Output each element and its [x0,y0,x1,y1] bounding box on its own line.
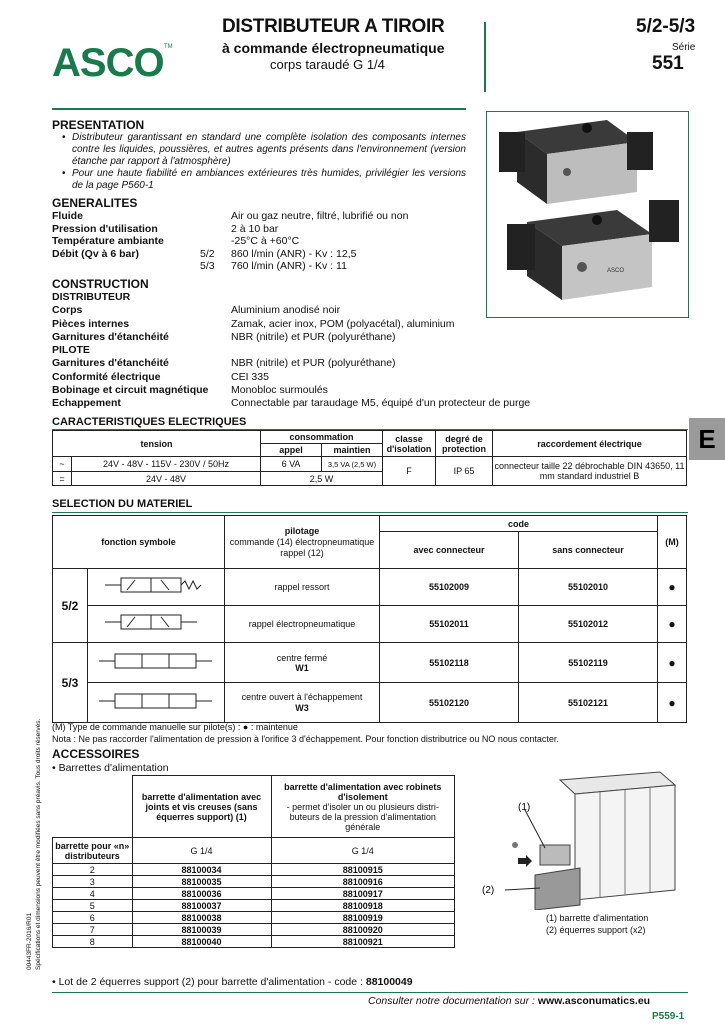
acc-h-row: barrette pour «n» distributeurs [53,838,133,864]
selection-rule [52,512,688,513]
construction-title: CONSTRUCTION [52,277,149,291]
h-code: code [380,516,658,532]
code-sans: 55102010 [519,569,658,606]
logo-text: ASCO [52,41,164,82]
appel-ac: 6 VA [261,457,322,472]
page-title: DISTRIBUTEUR A TIROIR [222,16,445,37]
h-conso: consommation [261,431,383,444]
h-avec: avec connecteur [380,532,519,569]
h-classe: classe d'isolation [383,431,436,457]
valve-code: 5/2-5/3 [636,16,696,37]
electrical-table [52,430,687,486]
m-dot: ● [658,683,687,723]
accessories-sub: • Barrettes d'alimentation [52,762,169,774]
accessories-table: barrette d'alimentation avec joints et vis creuses (sans équerres support) (1) barrette d'alimentation avec robinets d'isolement - permet d'isoler un ou plusieurs distri- buteurs de la pression d'alimentation générale barrette pour «n» distributeurs G 1/4 G 1/4 2 88100034 88100915 3 88100035 88100916 4 88100036 88100917 5 88100037 88100918 6 88100038 88100919 7 88100039 88100920 8 88100040 88100921 [52,775,455,948]
section-tab[interactable]: E [689,418,725,460]
group-53: 5/3 [53,643,88,723]
code-avec: 55102011 [380,606,519,643]
symbol-52-ressort [88,569,225,606]
code-avec: 55102120 [380,683,519,723]
h-maintien: maintien [322,444,383,457]
callout-1: (1) [518,802,531,813]
cons-row: Corps Aluminium anodisé noir [52,304,341,317]
product-photo [486,111,689,318]
asco-logo [52,40,174,82]
gen-row: Débit (Qv à 6 bar) 5/2 860 l/min (ANR) - Kv : 12,5 [52,247,357,260]
acc-corner [53,776,133,838]
footer-rule [52,992,688,993]
gen-row: 5/3 760 l/min (ANR) - Kv : 11 [200,260,347,272]
page-number: P559-1 [652,1011,685,1022]
electrical-title: CARACTERISTIQUES ELECTRIQUES [52,416,247,428]
racc-value: connecteur taille 22 débrochable DIN 43650, 11 mm standard industriel B [493,457,687,486]
construction-list [52,291,552,411]
page-subtitle2: corps taraudé G 1/4 [270,57,385,72]
symbol-53-ouvert [88,683,225,723]
symbol-52-electro [88,606,225,643]
classe-value: F [383,457,436,486]
footer-url[interactable]: www.asconumatics.eu [537,995,651,1007]
gen-row: Température ambiante -25°C à +60°C [52,235,300,247]
side-disclaimer: Spécifications et dimensions peuvent être modifiées sans préavis. Tous droits réservés. [35,718,42,970]
callout-2: (2) [482,885,495,896]
cons-row: Echappement Connectable par taraudage M5, équipé d'un protecteur de purge [52,397,531,410]
serie-number: 551 [652,53,684,74]
cons-row: Garnitures d'étanchéité NBR (nitrile) et PUR (polyuréthane) [52,330,396,343]
valve-symbol-icon [91,607,221,639]
group-52: 5/2 [53,569,88,643]
header-rule [52,108,466,110]
acc-h2: barrette d'alimentation avec robinets d'isolement - permet d'isoler un ou plusieurs distri- buteurs de la pression d'alimentation générale [271,776,455,838]
cons-row: Garnitures d'étanchéité NBR (nitrile) et PUR (polyuréthane) [52,357,396,370]
manifold-drawing [480,770,680,910]
cons-row: Bobinage et circuit magnétique Monobloc surmoulés [52,384,328,397]
code-sans: 55102121 [519,683,658,723]
pilot-52-2: rappel électropneumatique [225,606,380,643]
gen-row: Fluide Air ou gaz neutre, filtré, lubrifié ou non [52,210,409,222]
cons-row: DISTRIBUTEUR [52,291,131,303]
serie-label: Série [672,42,696,53]
accessories-title: ACCESSOIRES [52,747,140,761]
h-sans: sans connecteur [519,532,658,569]
pilot-53-1: centre fermé W1 [225,643,380,683]
valve-illustration [487,112,688,317]
gen-row: Pression d'utilisation 2 à 10 bar [52,222,279,235]
selection-table [52,515,687,723]
symbol-53-ferme [88,643,225,683]
valve-symbol-icon [91,570,221,602]
code-sans: 55102012 [519,606,658,643]
m-dot: ● [658,569,687,606]
acc-thread-a: G 1/4 [132,838,271,864]
pilot-53-2: centre ouvert à l'échappement W3 [225,683,380,723]
tension-dc: 24V - 48V [72,472,261,486]
maintien-ac: 3,5 VA (2,5 W) [322,457,383,472]
h-fonction: fonction symbole [53,516,225,569]
footer-consult: Consulter notre documentation sur : www.asconumatics.eu [368,995,651,1007]
header-divider [484,22,486,92]
h-racc: raccordement électrique [493,431,687,457]
degre-value: IP 65 [436,457,493,486]
cons-row: Pièces internes Zamak, acier inox, POM (polyacétal), aluminium [52,317,455,330]
page-subtitle: à commande électropneumatique [222,40,445,56]
h-degre: degré de protection [436,431,493,457]
h-appel: appel [261,444,322,457]
pilot-52-1: rappel ressort [225,569,380,606]
caption-1: (1) barrette d'alimentation [546,913,649,923]
lot-line: • Lot de 2 équerres support (2) pour barrette d'alimentation - code : 88100049 [52,976,413,988]
acc-h1: barrette d'alimentation avec joints et vis creuses (sans équerres support) (1) [132,776,271,838]
note-nota: Nota : Ne pas raccorder l'alimentation de pression à l'orifice 3 d'échappement. Pour fonction distributrice ou NO nous contacter. [52,734,559,744]
note-manual: (M) Type de commande manuelle sur pilote(s) : ● : maintenue [52,722,298,732]
generalites-title: GENERALITES [52,196,138,210]
cons-row: PILOTE [52,344,90,357]
tension-ac: 24V - 48V - 115V - 230V / 50Hz [72,457,261,472]
code-sans: 55102119 [519,643,658,683]
presentation-bullet-2: • Pour une haute fiabilité en ambiances extérieures très humides, privilégier les versions de la page P560-1 [62,168,466,191]
code-avec: 55102009 [380,569,519,606]
conso-dc: 2,5 W [261,472,383,486]
m-dot: ● [658,643,687,683]
cons-row: Conformité électrique CEI 335 [52,370,269,383]
svg-text:TM: TM [164,44,173,50]
selection-title: SELECTION DU MATERIEL [52,498,193,510]
sym-ac: ~ [53,457,72,472]
m-dot: ● [658,606,687,643]
presentation-bullet-1: • Distributeur garantissant en standard une complète isolation des composants internes contre les liquides, poussières, et autres agents présents dans l'environnement (version étanche par rapport à l'atmosphère) [62,132,466,167]
caption-2: (2) équerres support (x2) [546,925,646,935]
sym-dc: = [53,472,72,486]
side-ref: 00443FR-2016/R01 [26,912,33,970]
valve-symbol-icon [91,685,221,719]
acc-thread-b: G 1/4 [271,838,455,864]
h-m: (M) [658,516,687,569]
svg-text:ASCO: ASCO [607,268,625,274]
code-avec: 55102118 [380,643,519,683]
valve-symbol-icon [91,645,221,679]
generalites-list [52,210,466,273]
h-pilotage: pilotage commande (14) électropneumatique rappel (12) [225,516,380,569]
presentation-title: PRESENTATION [52,118,145,132]
h-tension: tension [53,431,261,457]
